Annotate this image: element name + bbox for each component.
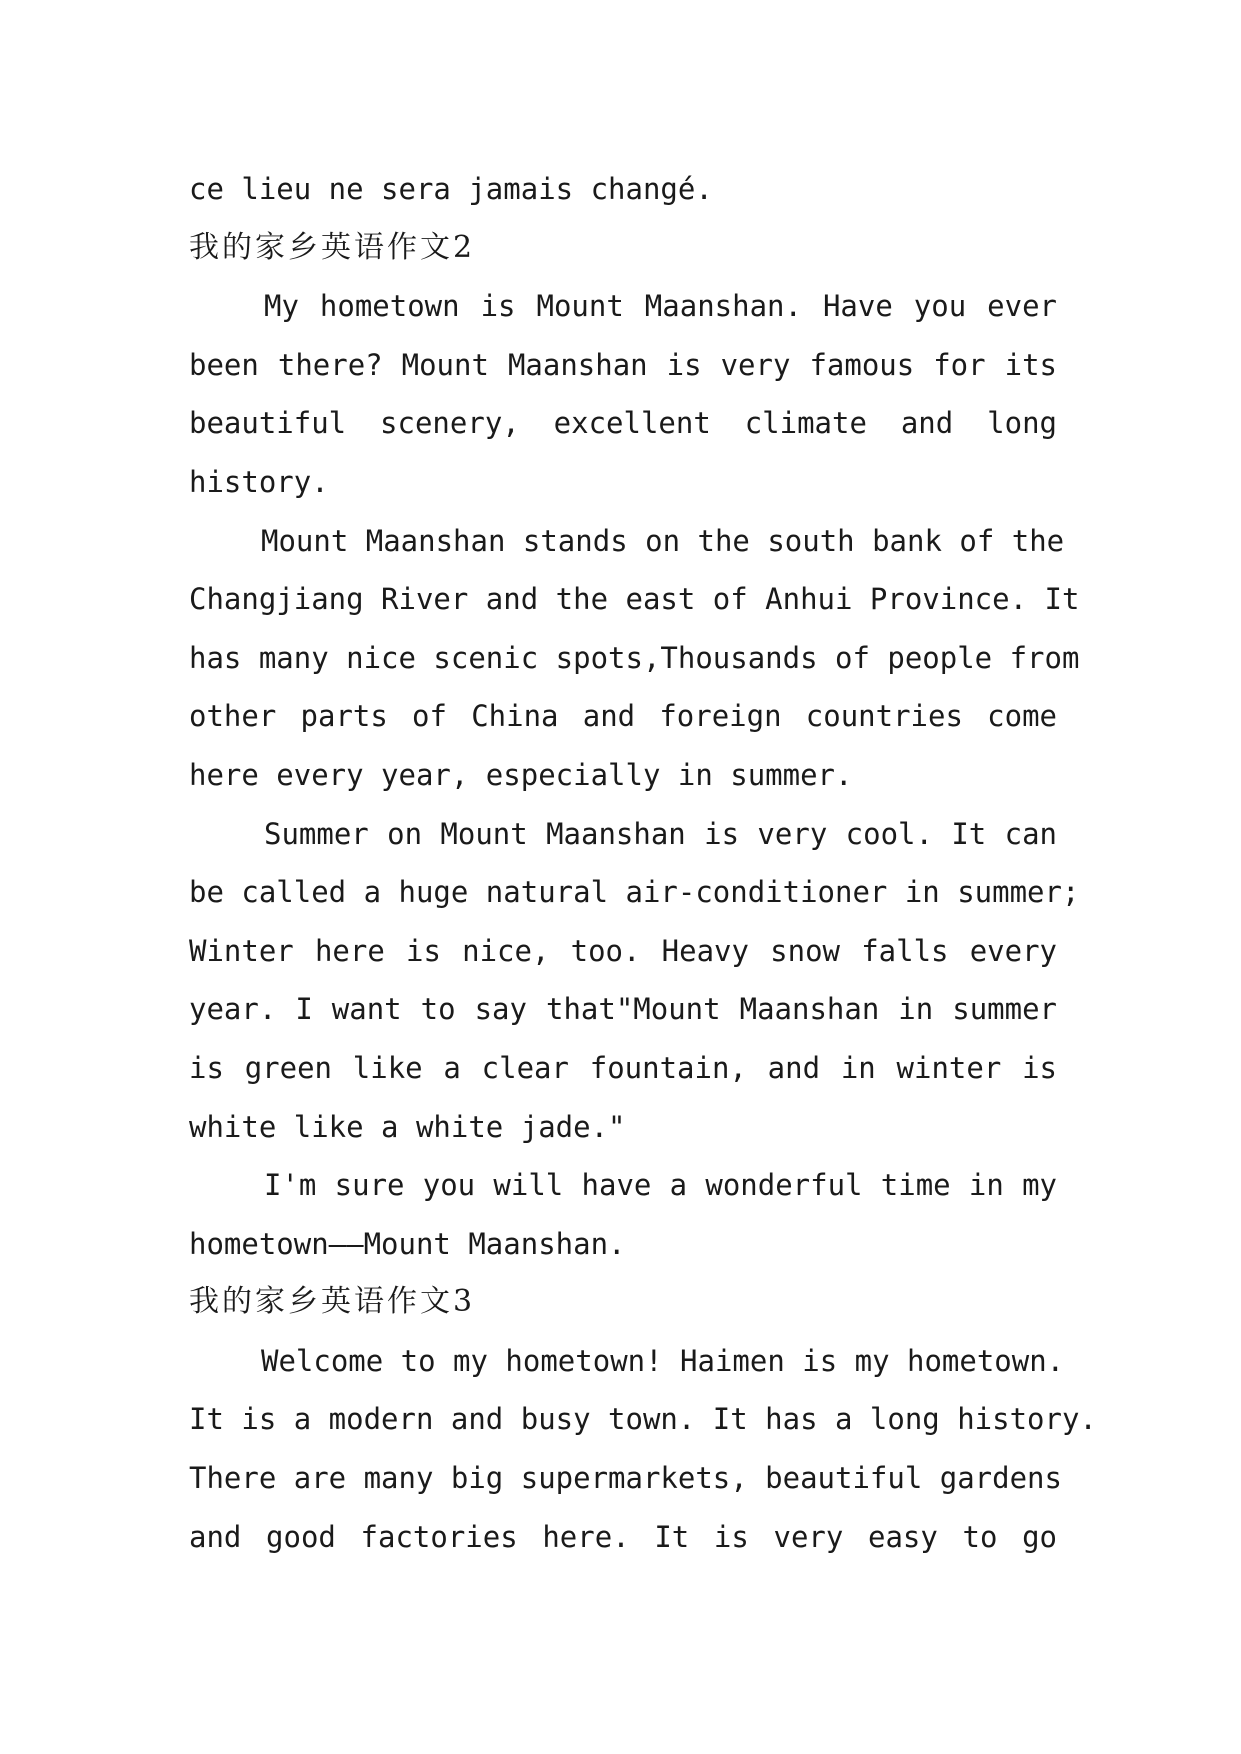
essay-3-line: Welcome to my hometown! Haimen is my hometown. <box>261 1343 1065 1378</box>
essay-2-line: Changjiang River and the east of Anhui Province. It <box>189 582 1080 617</box>
essay-2-line: been there? Mount Maanshan is very famous for its <box>189 347 1057 382</box>
essay-3-heading: 我的家乡英语作文3 <box>189 1284 476 1320</box>
essay-2-line: beautiful scenery, excellent climate and long <box>189 406 1057 441</box>
essay-3-line: It is a modern and busy town. It has a long history. <box>189 1402 1097 1437</box>
essay-2-line: hometown——Mount Maanshan. <box>189 1226 626 1261</box>
essay-2-line: My hometown is Mount Maanshan. Have you ever <box>264 289 1057 324</box>
essay-2-body <box>189 277 1080 1273</box>
essay-2-line: history. <box>189 464 329 499</box>
essay-2-line: other parts of China and foreign countries come <box>189 699 1057 734</box>
essay-3-line: There are many big supermarkets, beautiful gardens <box>189 1461 1062 1496</box>
carryover-line: ce lieu ne sera jamais changé. <box>189 172 713 206</box>
essay-2-line: Mount Maanshan stands on the south bank of the <box>261 523 1065 558</box>
essay-2-line: year. I want to say that"Mount Maanshan in summer <box>189 992 1057 1027</box>
essay-2-line: has many nice scenic spots,Thousands of people from <box>189 640 1080 675</box>
essay-2-line: be called a huge natural air-conditioner in summer; <box>189 875 1080 910</box>
essay-2-line: Winter here is nice, too. Heavy snow falls every <box>189 933 1057 968</box>
essay-2-line: white like a white jade." <box>189 1109 626 1144</box>
essay-2-line: here every year, especially in summer. <box>189 757 853 792</box>
essay-3-body <box>189 1332 1097 1566</box>
essay-2-line: is green like a clear fountain, and in winter is <box>189 1050 1057 1085</box>
essay-2-heading: 我的家乡英语作文2 <box>189 229 476 265</box>
document-page <box>189 160 1097 1566</box>
essay-2-line: I'm sure you will have a wonderful time in my <box>264 1168 1057 1203</box>
essay-2-line: Summer on Mount Maanshan is very cool. It can <box>264 816 1057 851</box>
essay-3-line: and good factories here. It is very easy to go <box>189 1519 1057 1554</box>
